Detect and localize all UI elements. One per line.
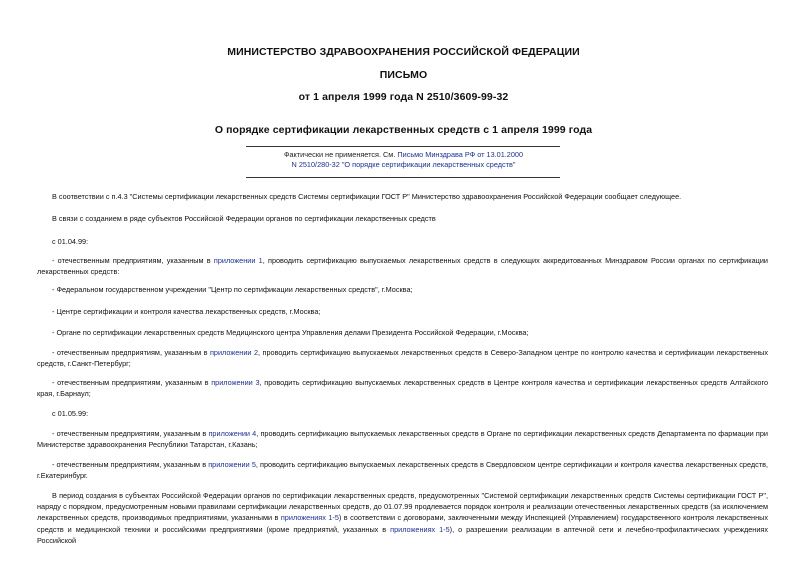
paragraph-presidential-center: - Органе по сертификации лекарственных средств Медицинского центра Управления делами Президента Российской Федерации, г.Москва; xyxy=(52,328,529,337)
paragraph-text: - отечественным предприятиям, указанным в xyxy=(52,429,209,438)
appendix-3-link[interactable]: приложении 3 xyxy=(211,378,260,387)
paragraph-intro: В соответствии с п.4.3 "Системы сертификации лекарственных средств Системы сертификации ГОСТ Р" Министерство здравоохранения Российской Федерации сообщает следующее. xyxy=(52,192,682,201)
paragraph-moscow-center: - Центре сертификации и контроля качества лекарственных средств, г.Москва; xyxy=(52,307,321,316)
appendix-5-link[interactable]: приложении 5 xyxy=(208,460,256,469)
validity-note-prefix: Фактически не применяется. См. xyxy=(283,150,398,159)
appendix-1-link[interactable]: приложении 1 xyxy=(213,256,263,265)
paragraph-text: - отечественным предприятиям, указанным в xyxy=(52,378,212,387)
paragraph-text: ), о разрешении реализации в аптечной сети и лечебно-профилактических учреждениях Российской xyxy=(37,524,768,545)
paragraph-federal-center: - Федеральном государственном учреждении "Центр по сертификации лекарственных средств", г.Москва; xyxy=(52,285,413,294)
paragraph-transition-period xyxy=(37,490,768,546)
paragraph-appendix-4 xyxy=(37,428,768,450)
paragraph-text: , проводить сертификацию выпускаемых лекарственных средств в Северо-Западном центре по контролю качества и сертификации лекарственных средств, г.Санкт-Петербург; xyxy=(37,348,769,369)
paragraph-text: , проводить сертификацию выпускаемых лекарственных средств в следующих аккредитованных Минздравом России органах по сертификации лекарственных средств: xyxy=(37,256,769,277)
paragraph-text: - отечественным предприятиям, указанным в xyxy=(52,460,209,469)
validity-note-link[interactable]: Письмо Минздрава РФ от 13.01.2000 xyxy=(397,150,524,159)
appendix-2-link[interactable]: приложении 2 xyxy=(209,348,259,357)
validity-note-link-continued[interactable]: N 2510/280-32 "О порядке сертификации лекарственных средств" xyxy=(291,160,516,169)
paragraph-text: - отечественным предприятиям, указанным в xyxy=(52,348,210,357)
paragraph-appendix-3 xyxy=(37,377,768,399)
paragraph-text: ) в соответствии с договорами, заключенными между Инспекцией (Управлением) государственного контроля лекарственных средств и медицинской техники и российскими предприятиями (кроме предприятий, указанных в xyxy=(37,513,768,534)
validity-note-line-2 xyxy=(0,160,807,170)
paragraph-text: , проводить сертификацию выпускаемых лекарственных средств в Центре контроля качества и сертификации лекарственных средств Алтайского края, г.Барнаул; xyxy=(37,378,769,399)
document-type: ПИСЬМО xyxy=(379,69,428,81)
paragraph-text: , проводить сертификацию выпускаемых лекарственных средств в Свердловском центре сертификации и контроля качества лекарственных средств, г.Екатеринбург. xyxy=(37,460,768,481)
divider-top xyxy=(246,146,560,147)
appendix-4-link[interactable]: приложении 4 xyxy=(208,429,257,438)
paragraph-text: - отечественным предприятиям, указанным в xyxy=(52,256,214,265)
ministry-heading: МИНИСТЕРСТВО ЗДРАВООХРАНЕНИЯ РОССИЙСКОЙ ФЕДЕРАЦИИ xyxy=(227,46,580,58)
paragraph-text: В период создания в субъектах Российской Федерации органов по сертификации лекарственных средств, предусмотренных "Системой сертификации лекарственных средств Системы сертификации ГОСТ Р", наряду с порядком, предусмотренным новыми правилами сертификации лекарственных средств, до 01.07.99 продлевается порядок контроля и реализации отечественных лекарственных средств (за исключением лекарственных средств, производимых предприятиями, указанными в xyxy=(37,491,768,523)
appendices-1-5-link[interactable]: приложениях 1-5 xyxy=(280,513,339,523)
validity-note xyxy=(0,150,807,170)
document-title: О порядке сертификации лекарственных средств с 1 апреля 1999 года xyxy=(214,124,593,136)
document-date-number: от 1 апреля 1999 года N 2510/3609-99-32 xyxy=(298,91,509,103)
paragraph-date-1: с 01.04.99: xyxy=(52,237,89,246)
appendices-1-5-link[interactable]: приложениях 1-5 xyxy=(390,524,450,534)
validity-note-line-1 xyxy=(0,150,807,160)
paragraph-context: В связи с созданием в ряде субъектов Российской Федерации органов по сертификации лекарственных средств xyxy=(52,214,436,223)
paragraph-appendix-1 xyxy=(37,255,768,277)
paragraph-appendix-5 xyxy=(37,459,768,481)
paragraph-appendix-2 xyxy=(37,347,768,369)
divider-bottom xyxy=(246,177,560,178)
paragraph-date-2: с 01.05.99: xyxy=(52,409,89,418)
paragraph-text: , проводить сертификацию выпускаемых лекарственных средств в Органе по сертификации лекарственных средств Департамента по фармации при Министерстве здравоохранения Республики Татарстан, г.Казань; xyxy=(37,429,768,450)
